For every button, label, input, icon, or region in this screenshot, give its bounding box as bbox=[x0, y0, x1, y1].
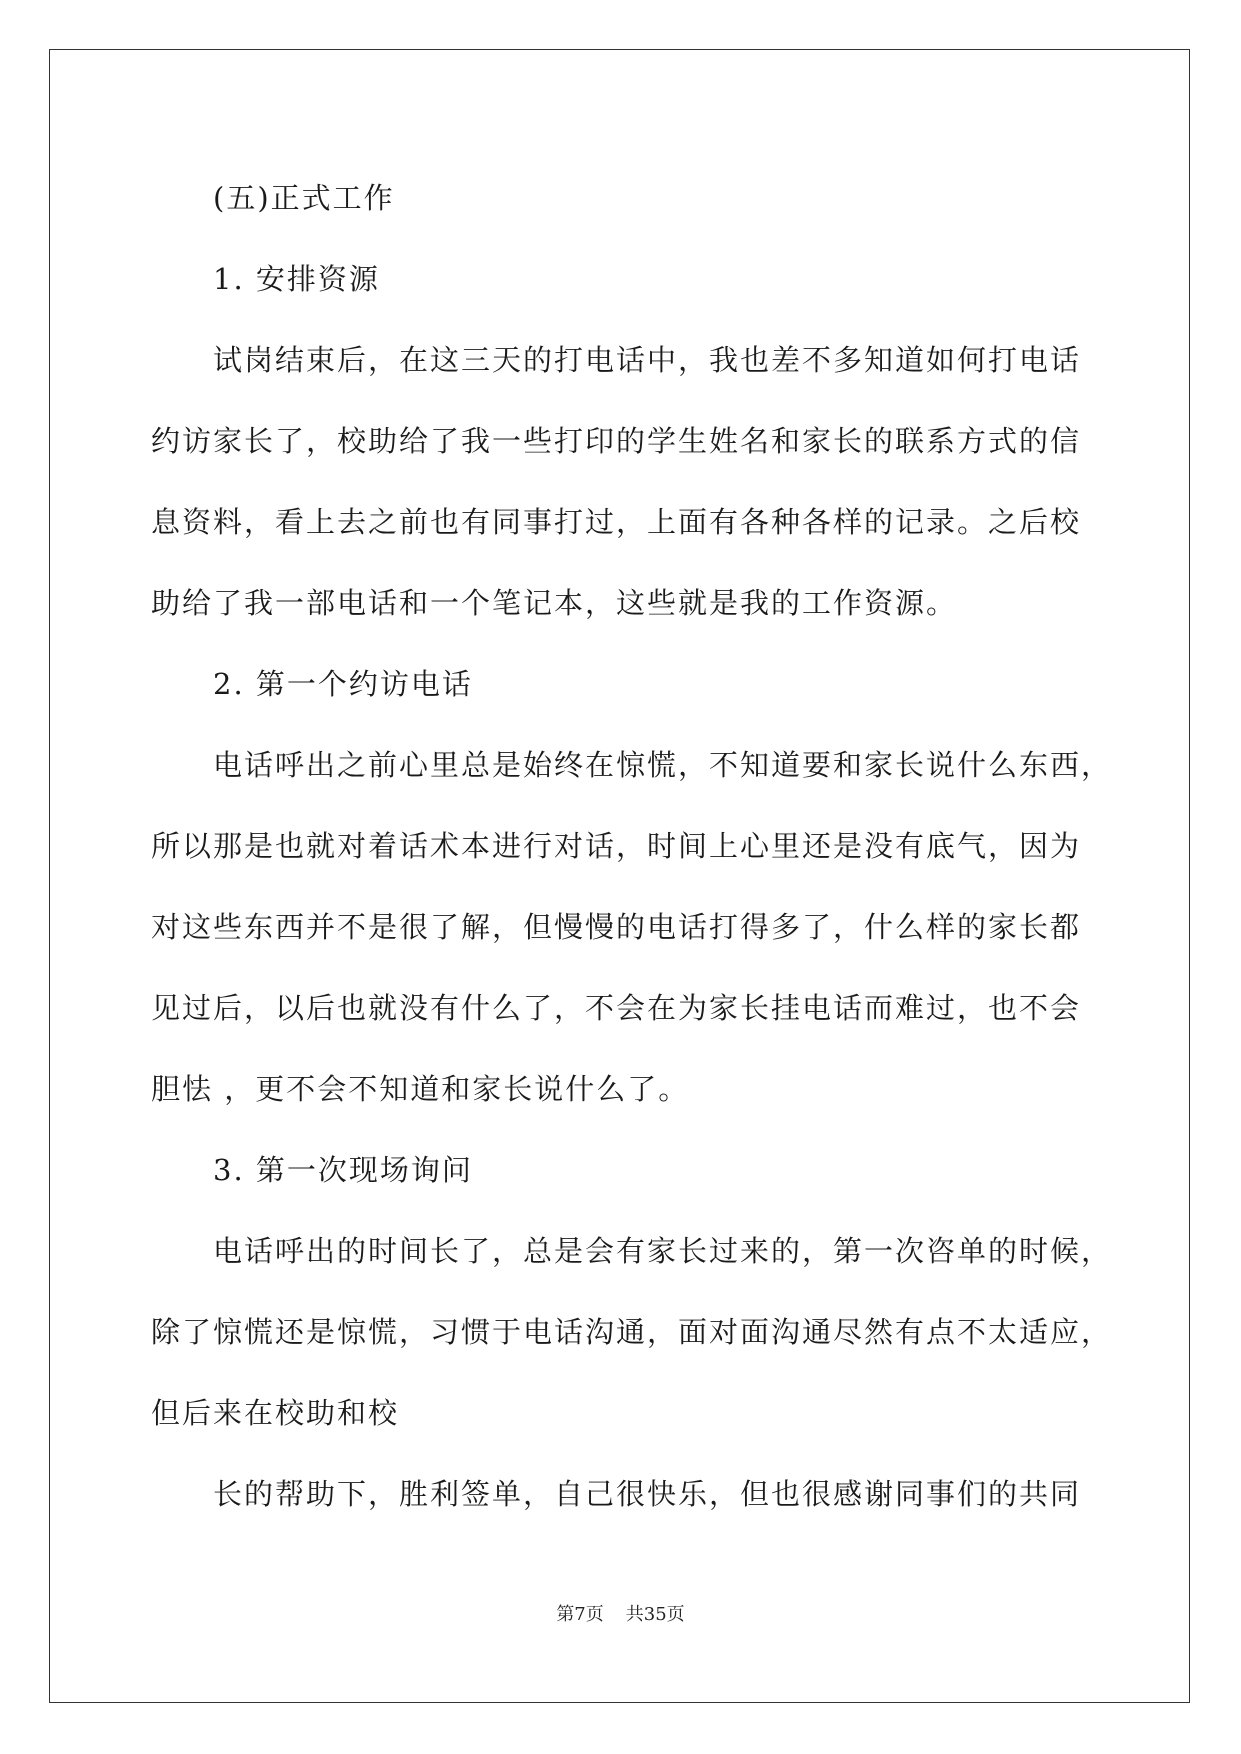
paragraph-line: 息资料，看上去之前也有同事打过，上面有各种各样的记录。之后校 bbox=[151, 505, 1082, 539]
document-body bbox=[151, 158, 1113, 1535]
paragraph-line: 约访家长了，校助给了我一些打印的学生姓名和家长的联系方式的信 bbox=[151, 424, 1082, 458]
paragraph-line: 除了惊慌还是惊慌，习惯于电话沟通，面对面沟通尽然有点不太适应， bbox=[151, 1315, 1113, 1349]
paragraph-line: 电话呼出之前心里总是始终在惊慌，不知道要和家长说什么东西， bbox=[213, 748, 1113, 782]
paragraph-line: 助给了我一部电话和一个笔记本，这些就是我的工作资源。 bbox=[151, 586, 958, 620]
paragraph-line: 试岗结束后，在这三天的打电话中，我也差不多知道如何打电话 bbox=[213, 343, 1082, 377]
paragraph-line: 长的帮助下，胜利签单，自己很快乐，但也很感谢同事们的共同 bbox=[213, 1477, 1082, 1511]
page-footer bbox=[0, 1600, 1241, 1626]
page-number: 第7页 bbox=[556, 1604, 604, 1625]
paragraph-line: 所以那是也就对着话术本进行对话，时间上心里还是没有底气，因为 bbox=[151, 829, 1082, 863]
subsection-heading: 2. 第一个约访电话 bbox=[213, 667, 473, 701]
section-heading: (五)正式工作 bbox=[213, 181, 395, 215]
subsection-heading: 1. 安排资源 bbox=[213, 262, 380, 296]
subsection-heading: 3. 第一次现场询问 bbox=[213, 1153, 473, 1187]
paragraph-line: 但后来在校助和校 bbox=[151, 1396, 400, 1430]
page-total: 共35页 bbox=[625, 1604, 685, 1625]
paragraph-line: 对这些东西并不是很了解，但慢慢的电话打得多了，什么样的家长都 bbox=[151, 910, 1082, 944]
paragraph-line: 见过后，以后也就没有什么了，不会在为家长挂电话而难过，也不会 bbox=[151, 991, 1082, 1025]
paragraph-line: 胆怯 ，更不会不知道和家长说什么了。 bbox=[151, 1072, 690, 1106]
paragraph-line: 电话呼出的时间长了，总是会有家长过来的，第一次咨单的时候， bbox=[213, 1234, 1113, 1268]
